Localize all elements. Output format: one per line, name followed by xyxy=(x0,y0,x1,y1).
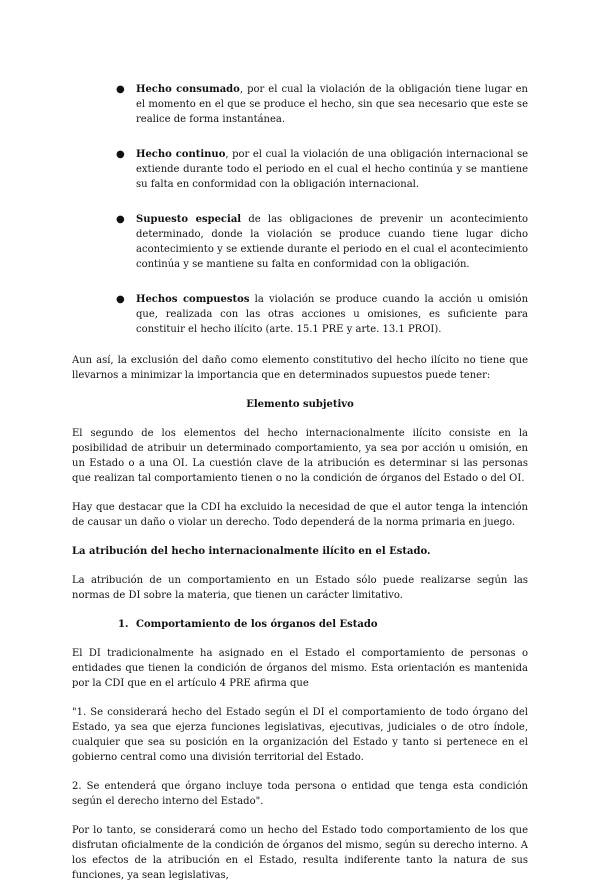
list-item xyxy=(72,82,528,127)
bullet-text: de las obligaciones de prevenir un acontecimiento determinado, donde la violación se produce cuando tiene lugar dicho acontecimiento y se extiende durante el periodo en el cual el acontecimiento continúa y se mantiene su falta en conformidad con la obligación. xyxy=(136,214,528,270)
quote-article-4-1: "1. Se considerará hecho del Estado según el DI el comportamiento de todo órgano del Estado, ya sea que ejerza funciones legislativas, ejecutivas, judiciales o de otro índole, cualquier que sea su posición en la organización del Estado y tanto si pertenece en el gobierno central como una división territorial del Estado. xyxy=(72,707,528,763)
bullet-text: , por el cual la violación de una obligación internacional se extiende durante todo el periodo en el cual el hecho continúa y se mantiene su falta en conformidad con la obligación internacional. xyxy=(136,149,529,190)
bullet-icon: ● xyxy=(116,149,125,160)
paragraph-segundo-elemento: El segundo de los elementos del hecho internacionalmente ilícito consiste en la posibilidad de atribuir un determinado comportamiento, ya sea por acción u omisión, en un Estado o a una OI. La cuestión clave de la atribución es determinar si las personas que realizan tal comportamiento tienen o no la condición de órganos del Estado o del OI. xyxy=(72,428,528,484)
heading-number: 1. xyxy=(118,619,129,630)
bullet-icon: ● xyxy=(116,294,125,305)
paragraph-cdi: Hay que destacar que la CDI ha excluido la necesidad de que el autor tenga la intención de causar un daño o violar un derecho. Todo dependerá de la norma primaria en juego. xyxy=(72,502,528,528)
bullet-term: Hecho consumado xyxy=(136,84,240,95)
bullet-text: , por el cual la violación de la obligación tiene lugar en el momento en el que se produce el hecho, sin que sea necesario que este se realice de forma instantánea. xyxy=(136,84,528,125)
heading-atribucion: La atribución del hecho internacionalmente ilícito en el Estado. xyxy=(72,546,431,557)
bullet-term: Hechos compuestos xyxy=(136,294,250,305)
bullet-text: la violación se produce cuando la acción u omisión que, realizada con las otras acciones u omisiones, es suficiente para constituir el hecho ilícito (arte. 15.1 PRE y arte. 13.1 PROI). xyxy=(136,294,529,335)
paragraph-atribucion: La atribución de un comportamiento en un Estado sólo puede realizarse según las normas de DI sobre la materia, que tienen un carácter limitativo. xyxy=(72,575,528,601)
bullet-term: Supuesto especial xyxy=(136,214,242,225)
quote-article-4-2: 2. Se entenderá que órgano incluye toda persona o entidad que tenga esta condición según el derecho interno del Estado". xyxy=(72,781,528,807)
list-item xyxy=(72,212,528,272)
bullet-icon: ● xyxy=(116,214,125,225)
paragraph-por-lo-tanto: Por lo tanto, se considerará como un hecho del Estado todo comportamiento de los que disfrutan oficialmente de la condición de órganos del mismo, según su derecho interno. A los efectos de la atribución en el Estado, resulta indiferente tanto la natura de sus funciones, ya sean legislativas, xyxy=(72,825,528,881)
bullet-term: Hecho continuo xyxy=(136,149,226,160)
heading-text: Comportamiento de los órganos del Estado xyxy=(136,619,378,630)
list-item xyxy=(72,292,528,337)
paragraph-di-tradicional: El DI tradicionalmente ha asignado en el Estado el comportamiento de personas o entidades que tienen la condición de órganos del mismo. Esta orientación es mantenida por la CDI que en el artículo 4 PRE afirma que xyxy=(72,648,528,689)
heading-elemento-subjetivo: Elemento subjetivo xyxy=(246,399,354,410)
paragraph-aun-asi: Aun así, la exclusión del daño como elemento constitutivo del hecho ilícito no tiene que llevarnos a minimizar la importancia que en determinados supuestos puede tener: xyxy=(72,355,528,381)
violation-types-list xyxy=(72,82,528,337)
bullet-icon: ● xyxy=(116,84,125,95)
list-item xyxy=(72,147,528,192)
numbered-heading-organos xyxy=(72,617,528,632)
